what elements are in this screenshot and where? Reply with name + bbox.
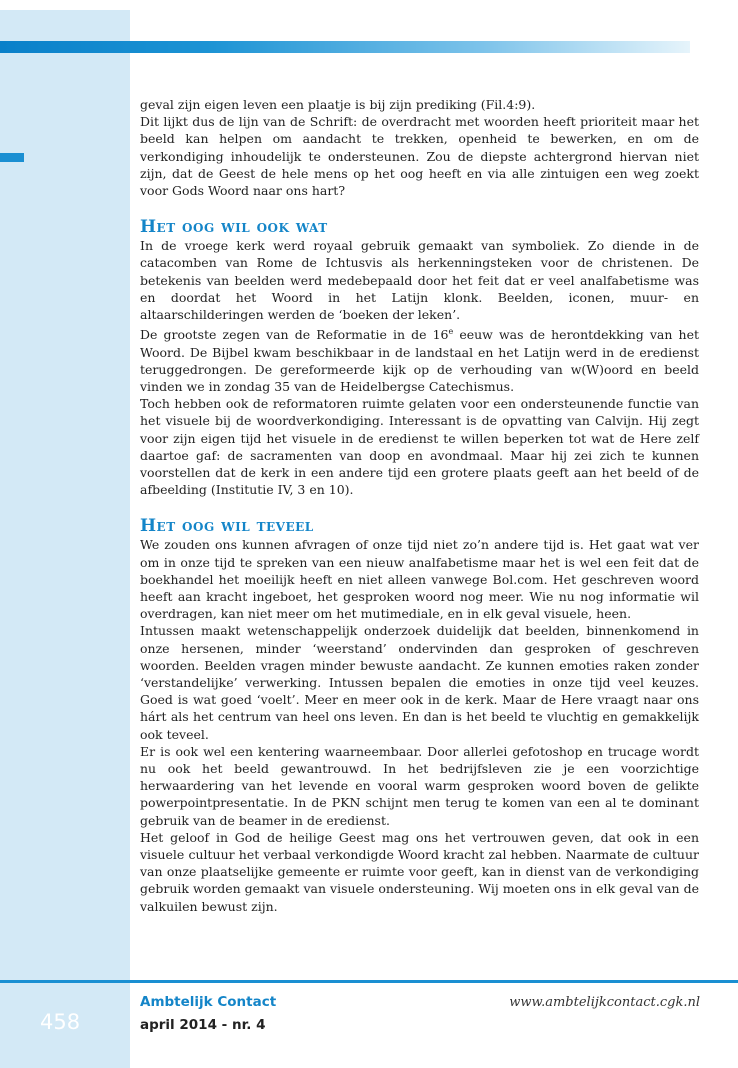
page-number: 458 <box>40 1010 81 1034</box>
section2-paragraph-3: Er is ook wel een kentering waarneembaar. Door allerlei gefotoshop en trucage wordt nu ook het beeld gewantrouwd. In het bedrijfsleven zie je een voorzichtige herwaardering van het levende en vooral warm gesproken woord boven de gelikte powerpointpresentatie. In de PKN schijnt men terug te komen van een al te dominant gebruik van de beamer in de eredienst. <box>140 743 699 828</box>
intro-paragraph-2: Dit lijkt dus de lijn van de Schrift: de overdracht met woorden heeft prioriteit maar het beeld kan helpen om aandacht te trekken, openheid te bewerken, en om de verkondiging inhoudelijk te ondersteunen. Zou de diepste achtergrond hiervan niet zijn, dat de Geest de hele mens op het oog heeft en via alle zintuigen een weg zoekt voor Gods Woord naar ons hart? <box>140 114 699 199</box>
section-heading-1: Het oog wil ook wat <box>140 217 328 238</box>
website-link[interactable]: www.ambtelijkcontact.cgk.nl <box>509 995 700 1010</box>
section1-p2-superscript: e <box>448 327 454 337</box>
magazine-issue: april 2014 - nr. 4 <box>140 1017 266 1033</box>
section1-paragraph-1: In de vroege kerk werd royaal gebruik gemaakt van symboliek. Zo diende in de catacomben van Rome de Ichtusvis als herkenningsteken voor de christenen. De betekenis van beelden werd medebepaald door het feit dat er veel analfabetisme was en doordat het Woord in het Latijn klonk. Beelden, iconen, muur- en altaarschilderingen werden de ‘boeken der leken’. <box>140 238 699 323</box>
section1-p2-text: De grootste zegen van de Reformatie in de 16 <box>140 327 449 343</box>
section2-paragraph-4: Het geloof in God de heilige Geest mag ons het vertrouwen geven, dat ook in een visuele cultuur het verbaal verkondigde Woord kracht zal hebben. Naarmate de cultuur van onze plaatselijke gemeente er ruimte voor geeft, kan in dienst van de verkondiging gebruik worden gemaakt van visuele ondersteuning. Wij moeten ons in elk geval van de valkuilen bewust zijn. <box>140 829 699 914</box>
intro-paragraph-1: geval zijn eigen leven een plaatje is bij zijn prediking (Fil.4:9). <box>140 97 536 112</box>
footer-divider <box>0 980 738 983</box>
section1-paragraph-3: Toch hebben ook de reformatoren ruimte gelaten voor een ondersteunende functie van het visuele bij de woordverkondiging. Interessant is de opvatting van Calvijn. Hij zegt voor zijn eigen tijd het visuele in de eredienst te willen beperken tot wat de Here zelf daartoe gaf: de sacramenten van doop en avondmaal. Maar hij zei zich te kunnen voorstellen dat de kerk in een andere tijd een grotere plaats geeft aan het beeld of de afbeelding (Institutie IV, 3 en 10). <box>140 396 699 498</box>
side-marker <box>0 153 24 162</box>
section2-paragraph-1: We zouden ons kunnen afvragen of onze tijd niet zo’n andere tijd is. Het gaat wat ver om in onze tijd te spreken van een nieuw analfabetisme maar het is wel een feit dat de boekhandel het moeilijk heeft en niet alleen vanwege Bol.com. Het geschreven woord heeft aan kracht ingeboet, het gesproken woord nog meer. Wie nu nog informatie wil overdragen, kan niet meer om het mutimediale, en in elk geval visuele, heen. <box>140 537 699 622</box>
section-heading-2: Het oog wil teveel <box>140 516 314 537</box>
section1-paragraph-2 <box>140 323 699 395</box>
section1-p2-text-rest: eeuw was de herontdekking van het Woord. De Bijbel kwam beschikbaar in de landstaal en het Latijn werd in de eredienst teruggedrongen. De gereformeerde kijk op de verhouding van w(W)oord en beeld vinden we in zondag 35 van de Heidelbergse Catechismus. <box>140 327 699 394</box>
section2-paragraph-2: Intussen maakt wetenschappelijk onderzoek duidelijk dat beelden, binnenkomend in onze hersenen, minder ‘weerstand’ ondervinden dan gesproken of geschreven woorden. Beelden vragen minder bewuste aandacht. Ze kunnen emoties raken zonder ‘verstandelijke’ verwerking. Intussen bepalen die emoties in onze tijd veel keuzes. Goed is wat goed ‘voelt’. Meer en meer ook in de kerk. Maar de Here vraagt naar ons hárt als het centrum van heel ons leven. En dan is het beeld te vluchtig en gemakkelijk ook teveel. <box>140 623 699 742</box>
article-body <box>140 96 699 915</box>
top-gradient-band <box>0 41 690 53</box>
left-side-panel <box>0 10 130 1068</box>
magazine-title: Ambtelijk Contact <box>140 994 277 1010</box>
